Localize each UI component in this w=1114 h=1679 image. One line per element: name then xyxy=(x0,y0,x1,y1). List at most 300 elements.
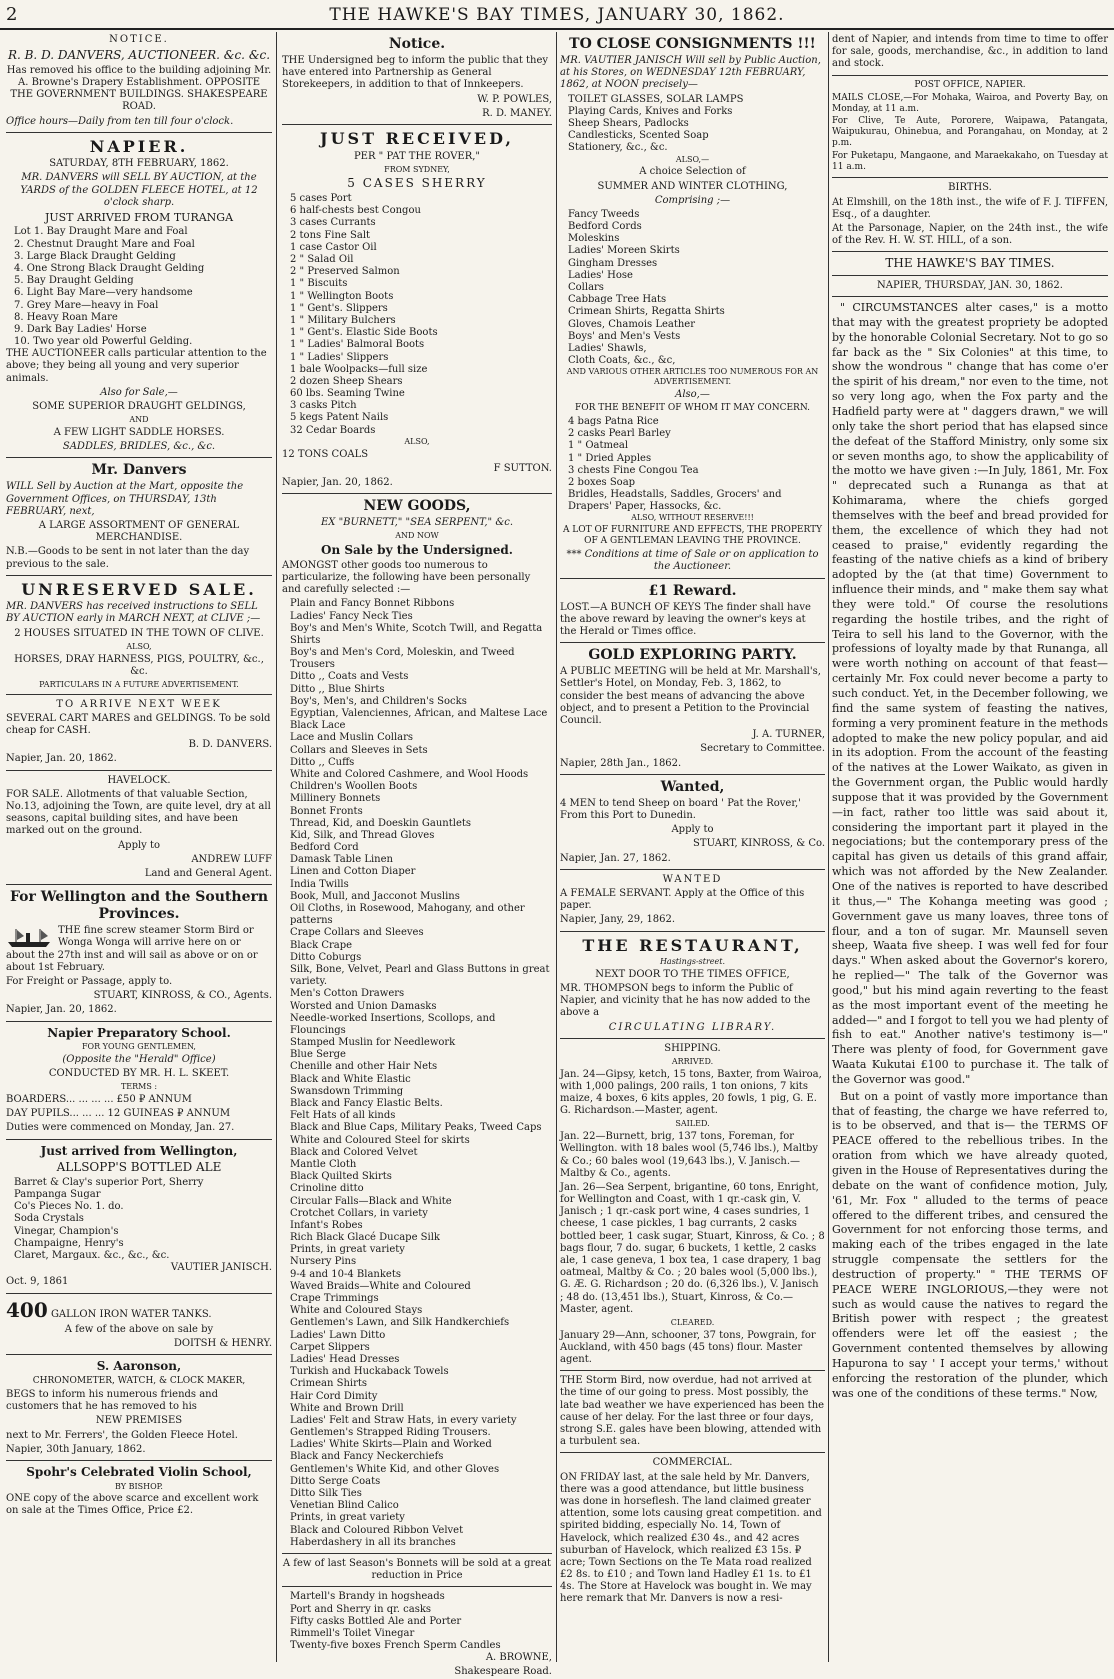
list-item: Bridles, Headstalls, Saddles, Grocers' and Drapers' Paper, Hassocks, &c. xyxy=(568,489,782,513)
list-item: Crinoline ditto xyxy=(290,1183,364,1195)
library: CIRCULATING LIBRARY. xyxy=(608,1021,777,1033)
list-item: White and Colored Cashmere, and Wool Hoods xyxy=(290,768,529,780)
mail-entry: For Clive, Te Aute, Pororere, Waipawa, Patangata, Waipukurau, Ohinebua, and Porangahau, on Monday, at 2 p.m. xyxy=(832,116,1108,149)
arrived-label: ARRIVED. xyxy=(671,1056,714,1066)
list-item: Ladies' White Skirts—Plain and Worked xyxy=(290,1439,492,1451)
furniture: A LOT OF FURNITURE AND EFFECTS, THE PROPERTY OF A GENTLEMAN LEAVING THE PROVINCE. xyxy=(562,525,823,547)
list-item: Venetian Blind Calico xyxy=(290,1500,399,1512)
napier-sale: MR. DANVERS will SELL BY AUCTION, at the YARDS of the GOLDEN FLEECE HOTEL, at 12 o'clock sharp. xyxy=(20,172,258,208)
divider xyxy=(6,884,272,885)
paper-title: THE HAWKE'S BAY TIMES. xyxy=(885,256,1055,271)
list-item: Crape Trimmings xyxy=(290,1293,379,1305)
signature: DOITSH & HENRY. xyxy=(173,1338,272,1350)
divider xyxy=(282,1553,552,1554)
new-premises: NEW PREMISES xyxy=(95,1415,183,1427)
vautier-sale: MR. VAUTIER JANISCH Will sell by Public Auction, at his Stores, on WEDNESDAY 12th FEBRUARY, 1862, at NOON precisely— xyxy=(560,55,821,91)
tanks-number: 400 xyxy=(6,1297,48,1322)
signature-title: Land and General Agent. xyxy=(144,867,272,879)
various: AND VARIOUS OTHER ARTICLES TOO NUMEROUS FOR AN ADVERTISEMENT. xyxy=(566,367,819,387)
divider xyxy=(6,132,272,133)
list-item: 2 dozen Sheep Shears xyxy=(290,375,403,387)
mail-entry: MAILS CLOSE,—For Mohaka, Wairoa, and Poverty Bay, on Monday, at 11 a.m. xyxy=(832,92,1108,114)
list-item: Barret & Clay's superior Port, Sherry xyxy=(14,1176,204,1188)
spohr-heading: Spohr's Celebrated Violin School, xyxy=(26,1464,252,1479)
napier-date: SATURDAY, 8TH FEBRUARY, 1862. xyxy=(49,158,229,170)
turanga-heading: JUST ARRIVED FROM TURANGA xyxy=(44,211,234,225)
school-sub: (Opposite the "Herald" Office) xyxy=(62,1053,216,1065)
restaurant-heading: THE RESTAURANT, xyxy=(582,935,803,955)
wanted2-heading: WANTED xyxy=(662,873,723,885)
consign-heading: TO CLOSE CONSIGNMENTS !!! xyxy=(569,36,816,52)
dateline: Napier, Jan. 27, 1862. xyxy=(560,852,671,864)
list-item: Twenty-five boxes French Sperm Candles xyxy=(290,1640,501,1652)
list-item: Carpet Slippers xyxy=(290,1341,370,1353)
also-label: ALSO,— xyxy=(675,154,710,164)
list-item: Claret, Margaux. &c., &c., &c. xyxy=(14,1250,170,1262)
signature: ANDREW LUFF xyxy=(191,853,272,865)
office-hours: Office hours—Daily from ten till four o'clock. xyxy=(6,115,234,127)
list-item: Ladies' Lawn Ditto xyxy=(290,1329,386,1341)
lot-list xyxy=(6,226,272,348)
list-item: 1 " Ladies' Balmoral Boots xyxy=(290,339,425,351)
list-item: Plain and Fancy Bonnet Ribbons xyxy=(290,598,455,610)
list-item: 2 boxes Soap xyxy=(568,476,636,488)
rover: PER " PAT THE ROVER," xyxy=(353,150,481,162)
danvers-name: R. B. D. DANVERS, AUCTIONEER. &c. &c. xyxy=(7,48,271,63)
list-item: Prints, in great variety xyxy=(290,1244,405,1256)
spohr-body: ONE copy of the above scarce and excellent work on sale at the Times Office, Price £2. xyxy=(6,1493,259,1517)
unreserved-heading: UNRESERVED SALE. xyxy=(21,579,257,599)
list-item: Children's Woollen Boots xyxy=(290,781,418,793)
mail-entry: For Puketapu, Mangaone, and Maraekakaho, on Tuesday at 11 a.m. xyxy=(832,151,1108,173)
list-item: Black and White Elastic xyxy=(290,1073,411,1085)
divider xyxy=(832,296,1108,297)
gold-body: A PUBLIC MEETING will be held at Mr. Marshall's, Settler's Hotel, on Monday, Feb. 3, 1862, to consider the best means of advancing the above object, and to present a Petition to the Provincial Council. xyxy=(560,666,821,727)
signature: J. A. TURNER, xyxy=(752,729,825,741)
cleared-entry: January 29—Ann, schooner, 37 tons, Powgrain, for Auckland, with 450 bags (45 tons) flour. Master agent. xyxy=(560,1329,816,1366)
list-item: Playing Cards, Knives and Forks xyxy=(568,105,733,117)
list-item: 1 case Castor Oil xyxy=(290,241,377,253)
list-item: Boy's and Men's Cord, Moleskin, and Tweed Trousers xyxy=(290,647,515,671)
list-item: White and Brown Drill xyxy=(290,1402,404,1414)
divider xyxy=(6,1293,272,1294)
births-heading: BIRTHS. xyxy=(948,182,992,194)
list-item: Fancy Tweeds xyxy=(568,208,640,220)
tanks-heading: GALLON IRON WATER TANKS. xyxy=(50,1308,212,1320)
new-goods-heading: NEW GOODS, xyxy=(363,498,471,515)
list-item: Thread, Kid, and Doeskin Gauntlets xyxy=(290,817,472,829)
freight: For Freight or Passage, apply to. xyxy=(6,976,173,988)
list-item: 4 bags Patna Rice xyxy=(568,415,659,427)
storm-bird-note: THE Storm Bird, now overdue, had not arrived at the time of our going to press. Most possibly, the late bad weather we have experienced has been the cause of her delay. For the last three or four days, strong S.E. gales have been blowing, attended with a turbulent sea. xyxy=(560,1375,825,1448)
list-item: 1 " Dried Apples xyxy=(568,452,652,464)
list-item: Bedford Cord xyxy=(290,842,359,854)
list-item: Moleskins xyxy=(568,233,620,245)
dateline: Napier, 28th Jan., 1862. xyxy=(560,757,682,769)
divider xyxy=(6,1460,272,1461)
divider xyxy=(832,275,1108,276)
list-item: Co's Pieces No. 1. do. xyxy=(14,1201,124,1213)
clothing-list xyxy=(560,209,825,367)
list-item: 5. Bay Draught Gelding xyxy=(14,275,134,287)
day-pupils-fee: DAY PUPILS... ... ... 12 GUINEAS ₽ ANNUM xyxy=(6,1108,231,1120)
list-item: 3 cases Currants xyxy=(290,217,376,229)
list-item: Boy's, Men's, and Children's Socks xyxy=(290,695,467,707)
list-item: Waved Braids—White and Coloured xyxy=(290,1280,471,1292)
list-item: Book, Mull, and Jacconot Muslins xyxy=(290,890,460,902)
signature: A. BROWNE, xyxy=(485,1652,552,1664)
list-item: Linen and Cotton Diaper xyxy=(290,866,416,878)
also-label: ALSO, xyxy=(126,641,152,651)
school-sub: FOR YOUNG GENTLEMEN, xyxy=(82,1042,196,1052)
list-item: Men's Cotton Drawers xyxy=(290,988,405,1000)
dateline: Oct. 9, 1861 xyxy=(6,1276,69,1288)
list-item: Candlesticks, Scented Soap xyxy=(568,130,709,142)
list-item: Champaigne, Henry's xyxy=(14,1237,124,1249)
apply-to: Apply to xyxy=(671,824,714,836)
list-item: Boys' and Men's Vests xyxy=(568,330,681,342)
list-item: Egyptian, Valenciennes, African, and Maltese Lace xyxy=(290,708,548,720)
divider xyxy=(6,1354,272,1355)
comprising: Comprising ;— xyxy=(654,194,731,206)
post-office-heading: POST OFFICE, NAPIER. xyxy=(914,79,1026,90)
houses: 2 HOUSES SITUATED IN THE TOWN OF CLIVE. xyxy=(14,627,264,639)
sailing-entry: Jan. 22—Burnett, brig, 137 tons, Foreman, for Wellington. with 18 bales wool (5,746 lbs.), Maltby & Co.; 60 bales wool (19,643 lbs.), V. Janisch.—Maltby & Co., agents. xyxy=(560,1131,819,1179)
school-heading: Napier Preparatory School. xyxy=(47,1025,231,1040)
list-item: Black and Fancy Elastic Belts. xyxy=(290,1098,443,1110)
list-item: Cabbage Tree Hats xyxy=(568,294,667,306)
wellington-heading: For Wellington and the Southern Provinces. xyxy=(9,889,269,923)
cart-mares: SEVERAL CART MARES and GELDINGS. To be sold cheap for CASH. xyxy=(6,712,271,737)
cases-sherry: 5 CASES SHERRY xyxy=(347,176,487,191)
list-item: Lace and Muslin Collars xyxy=(290,732,414,744)
list-item: Hair Cord Dimity xyxy=(290,1390,378,1402)
column-3 xyxy=(560,34,825,1662)
benefit-list xyxy=(560,416,825,514)
column-rule xyxy=(276,32,277,1662)
list-item: Stationery, &c., &c. xyxy=(568,142,668,154)
list-item: Silk, Bone, Velvet, Pearl and Glass Buttons in great variety. xyxy=(290,963,550,988)
list-item: Martell's Brandy in hogsheads xyxy=(290,1591,445,1603)
list-item: Crimean Shirts, Regatta Shirts xyxy=(568,306,725,318)
divider xyxy=(832,75,1108,76)
havelock-body: FOR SALE. Allotments of that valuable Section, No.13, adjoining the Town, are quite level, dry at all seasons, capital building sites, and have been marked out on the ground. xyxy=(6,788,271,837)
divider xyxy=(560,774,825,775)
divider xyxy=(832,251,1108,252)
lost-keys: LOST.—A BUNCH OF KEYS The finder shall have the above reward by leaving the owner's keys at the Herald or Times office. xyxy=(560,601,811,637)
list-item: Fifty casks Bottled Ale and Porter xyxy=(290,1615,462,1627)
list-item: 1 " Biscuits xyxy=(290,278,348,290)
list-item: 32 Cedar Boards xyxy=(290,424,376,436)
list-item: Haberdashery in all its branches xyxy=(290,1536,456,1548)
list-item: 6 half-chests best Congou xyxy=(290,205,421,217)
list-item: Black and Blue Caps, Military Peaks, Tweed Caps xyxy=(290,1122,542,1134)
editorial-paragraph: " CIRCUMSTANCES alter cases," is a motto that may with the greatest propriety be adopted by the honorable Colonial Secretary. Not to go so far back as the " Six Colonies" at this time, to show the wondrous " change that has come o'er the spirit of his dream," nor even to the time, not so very long ago, when the Fox party and the Hadfield party were at " daggers drawn," we will only take the short period that has elapsed since the defeat of the Stafford Ministry, only some six or seven months ago, to show the applicability of the motto we have given :—In July, 1861, Mr. Fox " deprecated such a Runanga as that at Kohimarama, where the chiefs gorged themselves with the beef and bread provided for them, the excellence of which they had not ceased to praise," evidently regarding the feasting of the native chiefs as a kind of bribery adopted by the (at that time) Government to influence their minds, and " make them say what they were told." Of course the resolutions regarding the hostile tribes, and the right of Teira to sell his land to the Governor, with the professions of loyalty made by that Runanga, all were worth nothing on account of that feast—certainly Mr. Fox could never become a party to such conduct. Yet, in the December following, we find the same system of feasting the natives, forming a very prominent feature in the methods adopted to make the new policy popular, and aid in its adoption. From the account of the feasting of the natives at the Lower Waikato, as given in the Government organ, the Public would hardly suppose that it was provided by the Government—in fact, rather too little was said about it, considering the important part it played in the negociations; but the contemporary press of the capital has given us details of this grand affair, which was not afforded by the New Zealander. One of the natives is reported to have described it thus,—" The Kohanga meeting was good ; Government gave us many loaves, three tons of flour, and a ton of sugar. Mr. Maunsell seven sheep, Waata five sheep. I was well fed for four days." When asked about the Governor's korero, he replied—" The talk of the Governor was good," but his mind again reverting to the feast as the most important event of the meeting he added—" and I forgot to tell you we had plenty of fish to eat." Another native's testimony is—" There was plenty of food, for Government gave Waata Kukutai £100 to purchase it. The talk of the Governor was good." xyxy=(832,301,1108,1086)
column-4 xyxy=(832,34,1108,1662)
list-item: Collars xyxy=(568,282,604,294)
and-label: AND xyxy=(129,415,149,425)
next-door: NEXT DOOR TO THE TIMES OFFICE, xyxy=(595,968,790,980)
list-item: Ladies' Shawls, xyxy=(568,342,647,354)
aaronson-body: BEGS to inform his numerous friends and customers that he has removed to his xyxy=(6,1388,219,1413)
list-item: 3 chests Fine Congou Tea xyxy=(568,464,699,476)
aaronson-sub: CHRONOMETER, WATCH, & CLOCK MAKER, xyxy=(32,1376,246,1386)
steamship-icon xyxy=(6,927,52,949)
wanted-heading: Wanted, xyxy=(660,778,725,795)
dateline: Napier, Jany, 29, 1862. xyxy=(560,914,676,926)
particulars: PARTICULARS IN A FUTURE ADVERTISEMENT. xyxy=(39,679,239,689)
list-item: Vinegar, Champion's xyxy=(14,1225,119,1237)
list-item: Rimmell's Toilet Vinegar xyxy=(290,1627,415,1639)
aaronson-heading: S. Aaronson, xyxy=(96,1359,182,1374)
saddles: SADDLES, BRIDLES, &c., &c. xyxy=(62,441,216,453)
boarders-fee: BOARDERS... ... ... ... £50 ₽ ANNUM xyxy=(6,1094,192,1106)
list-item: Stamped Muslin for Needlework xyxy=(290,1037,456,1049)
newspaper-title: THE HAWKE'S BAY TIMES, JANUARY 30, 1862. xyxy=(329,5,785,25)
list-item: Kid, Silk, and Thread Gloves xyxy=(290,829,435,841)
list-item: 3 casks Pitch xyxy=(290,400,357,412)
divider xyxy=(6,1021,272,1022)
also-label: ALSO, xyxy=(404,436,430,446)
list-item: Black Crape xyxy=(290,939,353,951)
amongst-body: AMONGST other goods too numerous to particularize, the following have been personally and carefully selected :— xyxy=(282,559,531,596)
danvers-body: Has removed his office to the building adjoining Mr. A. Browne's Drapery Establishment. OPPOSITE THE GOVERNMENT BUILDINGS. SHAKESPEARE ROAD. xyxy=(6,64,272,113)
notice-heading: NOTICE. xyxy=(109,34,169,45)
birth-entry: At Elmshill, on the 18th inst., the wife of F. J. TIFFEN, Esq., of a daughter. xyxy=(832,196,1108,220)
list-item: Chenille and other Hair Nets xyxy=(290,1061,438,1073)
list-item: 8. Heavy Roan Mare xyxy=(14,311,118,323)
divider xyxy=(6,575,272,576)
sailing-entry: Jan. 26—Sea Serpent, brigantine, 60 tons, Enright, for Wellington and Coast, with 1 qr.-cask gin, V. Janisch ; 1 qr.-cask port wine, 4 cases sundries, 1 cheese, 1 case pickles, 1 bag currants, 2 casks bottled beer, 1 cask sugar, Stuart, Kinross, & Co. ; 8 bags flour, 7 do. sugar, 6 buckets, 1 kettle, 2 casks ale, 1 case geneva, 1 box tea, 1 case drapery, 1 bag oatmeal, Maltby & Co. ; 20 bales wool (5,000 lbs.), G. Æ. G. Richardson ; 20 do. (6,326 lbs.), V. Janisch ; 48 do. (13,451 lbs.), Stuart, Kinross, & Co.—Master, agent. xyxy=(560,1181,825,1315)
divider xyxy=(6,694,272,695)
list-item: Sheep Shears, Padlocks xyxy=(568,118,689,130)
divider xyxy=(560,578,825,579)
list-item: Infant's Robes xyxy=(290,1219,363,1231)
partnership-body: THE Undersigned beg to inform the public that they have entered into Partnership as General Storekeepers, in addition to that of Innkeepers. xyxy=(282,55,549,91)
list-item: 1 bale Woolpacks—full size xyxy=(290,363,428,375)
list-item: Gloves, Chamois Leather xyxy=(568,318,696,330)
without-reserve: ALSO, WITHOUT RESERVE!!! xyxy=(631,513,754,523)
list-item: 2. Chestnut Draught Mare and Foal xyxy=(14,238,195,250)
list-item: Needle-worked Insertions, Scollops, and Flouncings xyxy=(290,1012,496,1036)
divider xyxy=(560,931,825,932)
list-item: India Twills xyxy=(290,878,349,890)
ex-burnett: EX "BURNETT," "SEA SERPENT," &c. xyxy=(320,517,513,529)
list-item: Gentlemen's Lawn, and Silk Handkerchiefs xyxy=(290,1317,510,1329)
also-for-sale: Also for Sale,— xyxy=(100,386,178,398)
wellington-arrived-heading: Just arrived from Wellington, xyxy=(40,1143,238,1158)
list-item: Ditto ,, Coats and Vests xyxy=(290,671,409,683)
mart-sale: WILL Sell by Auction at the Mart, opposite the Government Offices, on THURSDAY, 13th FEBRUARY, next, xyxy=(6,481,244,517)
nb-note: N.B.—Goods to be sent in not later than the day previous to the sale. xyxy=(6,546,250,570)
list-item: Ditto Silk Ties xyxy=(290,1488,362,1500)
list-item: Black Quilted Skirts xyxy=(290,1171,392,1183)
list-item: Millinery Bonnets xyxy=(290,793,381,805)
signature: B. D. DANVERS. xyxy=(188,739,272,751)
list-item: Port and Sherry in qr. casks xyxy=(290,1603,432,1615)
summer-clothing: SUMMER AND WINTER CLOTHING, xyxy=(597,180,788,192)
gold-heading: GOLD EXPLORING PARTY. xyxy=(588,647,797,664)
list-item: Ladies' Felt and Straw Hats, in every variety xyxy=(290,1414,517,1426)
list-item: Ladies' Hose xyxy=(568,269,633,281)
signature: STUART, KINROSS, & Co. xyxy=(693,838,825,850)
tanks-few: A few of the above on sale by xyxy=(64,1324,214,1335)
wanted-body: 4 MEN to tend Sheep on board ' Pat the Rover,' From this Port to Dunedin. xyxy=(560,797,801,822)
list-item: 1 " Military Bulchers xyxy=(290,314,396,326)
servant: A FEMALE SERVANT. Apply at the Office of this paper. xyxy=(560,887,805,912)
havelock-heading: HAVELOCK. xyxy=(107,774,171,786)
list-item: Crotchet Collars, in variety xyxy=(290,1207,428,1219)
signature: W. P. POWLES, xyxy=(477,93,552,105)
list-item: Pampanga Sugar xyxy=(14,1189,101,1201)
choice: A choice Selection of xyxy=(639,166,746,178)
list-item: Lot 1. Bay Draught Mare and Foal xyxy=(14,226,188,238)
list-item: 1 " Wellington Boots xyxy=(290,290,394,302)
allsopp: ALLSOPP'S BOTTLED ALE xyxy=(56,1160,222,1175)
auctioneer-note: THE AUCTIONEER calls particular attention to the above; they being all young and very superior animals. xyxy=(6,348,267,384)
list-item: 5 cases Port xyxy=(290,193,352,205)
list-item: Boy's and Men's White, Scotch Twill, and Regatta Shirts xyxy=(290,622,543,646)
mr-danvers-heading: Mr. Danvers xyxy=(91,462,187,479)
shipping-heading: SHIPPING. xyxy=(664,1042,721,1054)
list-item: Felt Hats of all kinds xyxy=(290,1110,396,1122)
to-arrive: TO ARRIVE NEXT WEEK xyxy=(56,698,222,710)
dateline: Napier, Jan. 20, 1862. xyxy=(6,1004,117,1016)
and-now: AND NOW xyxy=(395,531,439,541)
terms-label: TERMS : xyxy=(120,1082,158,1092)
list-item: Ditto ,, Blue Shirts xyxy=(290,683,385,695)
list-item: Gentlemen's White Kid, and other Gloves xyxy=(290,1463,500,1475)
list-item: Bonnet Fronts xyxy=(290,805,363,817)
wellington-body: THE fine screw steamer Storm Bird or Wonga Wonga will arrive here on or about the 27th inst and will sail as above or on or about 1st February. xyxy=(6,925,258,973)
list-item: Ladies' Fancy Neck Ties xyxy=(290,610,413,622)
divider xyxy=(6,1139,272,1140)
list-item: Ladies' Head Dresses xyxy=(290,1353,400,1365)
list-item: Ditto ,, Cuffs xyxy=(290,756,355,768)
from-sydney: FROM SYDNEY, xyxy=(384,164,450,174)
next-to: next to Mr. Ferrers', the Golden Fleece Hotel. xyxy=(6,1429,238,1441)
list-item: Bedford Cords xyxy=(568,221,642,233)
divider xyxy=(560,642,825,643)
list-item: 1 " Ladies' Slippers xyxy=(290,351,389,363)
list-item: 2 tons Fine Salt xyxy=(290,229,371,241)
column-rule xyxy=(828,32,829,1662)
reward-heading: £1 Reward. xyxy=(648,582,737,599)
commercial-body: ON FRIDAY last, at the sale held by Mr. Danvers, there was a good attendance, but little business was done in horseflesh. The land claimed greater attention, some lots causing great competition. and spirited bidding, especially No. 14, Town of Havelock, which realized £30 4s., and 42 acres suburban of Havelock, which realized £3 15s. ₽ acre; Town Sections on the Te Mata road realized £2 8s. to £10 ; and Town land Hadley £1 1s. to £1 4s. The Store at Havelock was bought in. We may here remark that Mr. Danvers is now a resi- xyxy=(560,1471,822,1605)
list-item: 2 casks Pearl Barley xyxy=(568,428,671,440)
list-item: Prints, in great variety xyxy=(290,1512,405,1524)
list-item: Black and Colored Velvet xyxy=(290,1146,418,1158)
list-item: 3. Large Black Draught Gelding xyxy=(14,250,176,262)
editorial-paragraph: But on a point of vastly more importance than that of feasting, the charge we have referred to, is to be observed, and that is— the TERMS OF PEACE offered to the rebellious tribes. In the oration from which we have already quoted, given in the House of Representatives during the debate on the want of confidence motion, July, '61, Mr. Fox " alluded to the terms of peace offered to the different tribes, and censured the Government for not enforcing those terms, and making each of the tribes engaged in the late struggle compensate the settlers for the destruction of property." " THE TERMS OF PEACE WERE INGLORIOUS,—they were not such as would cause the natives to regard the British power with respect ; the greatest offenders were let off the easiest ; the Government contented themselves by allowing Hapurona to say ' I accept your terms,' without enforcing the restoration of the plunder, which was one of the conditions of these terms." Now, xyxy=(832,1089,1108,1400)
coals: 12 TONS COALS xyxy=(282,448,369,460)
divider xyxy=(832,177,1108,178)
list-item: Ditto Coburgs xyxy=(290,951,362,963)
list-item: TOILET GLASSES, SOLAR LAMPS xyxy=(568,93,744,105)
list-item: Circular Falls—Black and White xyxy=(290,1195,452,1207)
list-item: 10. Two year old Powerful Gelding. xyxy=(14,336,193,348)
duties: Duties were commenced on Monday, Jan. 27. xyxy=(6,1122,235,1134)
list-item: Cloth Coats, &c., &c, xyxy=(568,355,676,367)
list-item: Damask Table Linen xyxy=(290,854,393,866)
signature-title: Secretary to Committee. xyxy=(700,743,825,755)
commercial-heading: COMMERCIAL. xyxy=(652,1457,733,1469)
list-item: Blue Serge xyxy=(290,1049,346,1061)
list-item: Black and Coloured Ribbon Velvet xyxy=(290,1524,464,1536)
cleared-label: CLEARED. xyxy=(670,1317,715,1327)
list-item: 1 " Oatmeal xyxy=(568,440,629,452)
thompson: MR. THOMPSON begs to inform the Public of Napier, and vicinity that he has now added to the above a xyxy=(560,982,811,1019)
list-item: Nursery Pins xyxy=(290,1256,357,1268)
list-item: Black Lace xyxy=(290,720,346,732)
list-item: Gentlemen's Strapped Riding Trousers. xyxy=(290,1427,491,1439)
editorial-date: NAPIER, THURSDAY, JAN. 30, 1862. xyxy=(877,279,1063,291)
also-label: Also,— xyxy=(675,388,710,400)
divider xyxy=(282,124,552,125)
list-item: Ditto Serge Coats xyxy=(290,1475,381,1487)
signature-title: Shakespeare Road. xyxy=(454,1666,552,1678)
list-item: 2 " Preserved Salmon xyxy=(290,266,400,278)
divider xyxy=(282,1586,552,1587)
list-item: 1 " Gent's. Elastic Side Boots xyxy=(290,327,438,339)
brandy-list xyxy=(282,1591,552,1652)
divider xyxy=(560,869,825,870)
column-rule xyxy=(556,32,557,1662)
signature: STUART, KINROSS, & CO., Agents. xyxy=(93,990,272,1002)
school-sub: CONDUCTED BY MR. H. L. SKEET. xyxy=(48,1068,230,1080)
on-sale-heading: On Sale by the Undersigned. xyxy=(321,543,513,558)
divider xyxy=(6,457,272,458)
list-item: 5 kegs Patent Nails xyxy=(290,412,389,424)
list-item: Soda Crystals xyxy=(14,1213,84,1225)
list-item: White and Coloured Steel for skirts xyxy=(290,1134,470,1146)
sailed-label: SAILED. xyxy=(675,1119,710,1129)
list-item: Black and Fancy Neckerchiefs xyxy=(290,1451,444,1463)
list-item: White and Coloured Stays xyxy=(290,1305,423,1317)
goods-list xyxy=(282,598,552,1549)
list-item: Collars and Sleeves in Sets xyxy=(290,744,428,756)
arrival-entry: Jan. 24—Gipsy, ketch, 15 tons, Baxter, from Wairoa, with 1,000 palings, 200 rails, 1 ton onions, 7 kits maize, 4 boxes, 6 kits apples, 20 fowls, 1 pig, G. E. G. Richardson.—Master, agent. xyxy=(560,1068,822,1117)
masthead xyxy=(0,0,1114,30)
list-item: Rich Black Glacé Ducape Silk xyxy=(290,1232,440,1244)
hastings: Hastings-street. xyxy=(659,957,726,967)
saddle-horses: A FEW LIGHT SADDLE HORSES. xyxy=(53,426,225,438)
list-item: Mantle Cloth xyxy=(290,1158,357,1170)
geldings: SOME SUPERIOR DRAUGHT GELDINGS, xyxy=(32,401,246,413)
list-item: Crimean Shirts xyxy=(290,1378,368,1390)
dateline: Napier, 30th January, 1862. xyxy=(6,1443,146,1455)
list-item: 2 " Salad Oil xyxy=(290,254,354,266)
received-list xyxy=(282,193,552,437)
list-item: Crape Collars and Sleeves xyxy=(290,927,424,939)
list-item: 7. Grey Mare—heavy in Foal xyxy=(14,299,159,311)
divider xyxy=(6,770,272,771)
napier-heading: NAPIER. xyxy=(89,136,189,156)
apply-to: Apply to xyxy=(117,839,161,851)
assortment: A LARGE ASSORTMENT OF GENERAL MERCHANDISE. xyxy=(38,520,240,544)
unreserved-body: MR. DANVERS has received instructions to SELL BY AUCTION early in MARCH NEXT, at CLIVE ;— xyxy=(6,601,261,625)
list-item: Ladies' Moreen Skirts xyxy=(568,245,680,257)
divider xyxy=(560,1038,825,1039)
list-item: Oil Cloths, in Rosewood, Mahogany, and other patterns xyxy=(290,903,525,927)
horses: HORSES, DRAY HARNESS, PIGS, POULTRY, &c., &c. xyxy=(14,653,264,677)
dateline: Napier, Jan. 20, 1862. xyxy=(282,476,393,488)
bonnets-note: A few of last Season's Bonnets will be sold at a great reduction in Price xyxy=(282,1557,552,1582)
signature: R. D. MANEY. xyxy=(482,107,552,119)
by-bishop: BY BISHOP. xyxy=(115,1481,163,1491)
notice-heading: Notice. xyxy=(388,36,446,52)
birth-entry: At the Parsonage, Napier, on the 24th inst., the wife of the Rev. H. W. ST. HILL, of a son. xyxy=(832,222,1108,247)
